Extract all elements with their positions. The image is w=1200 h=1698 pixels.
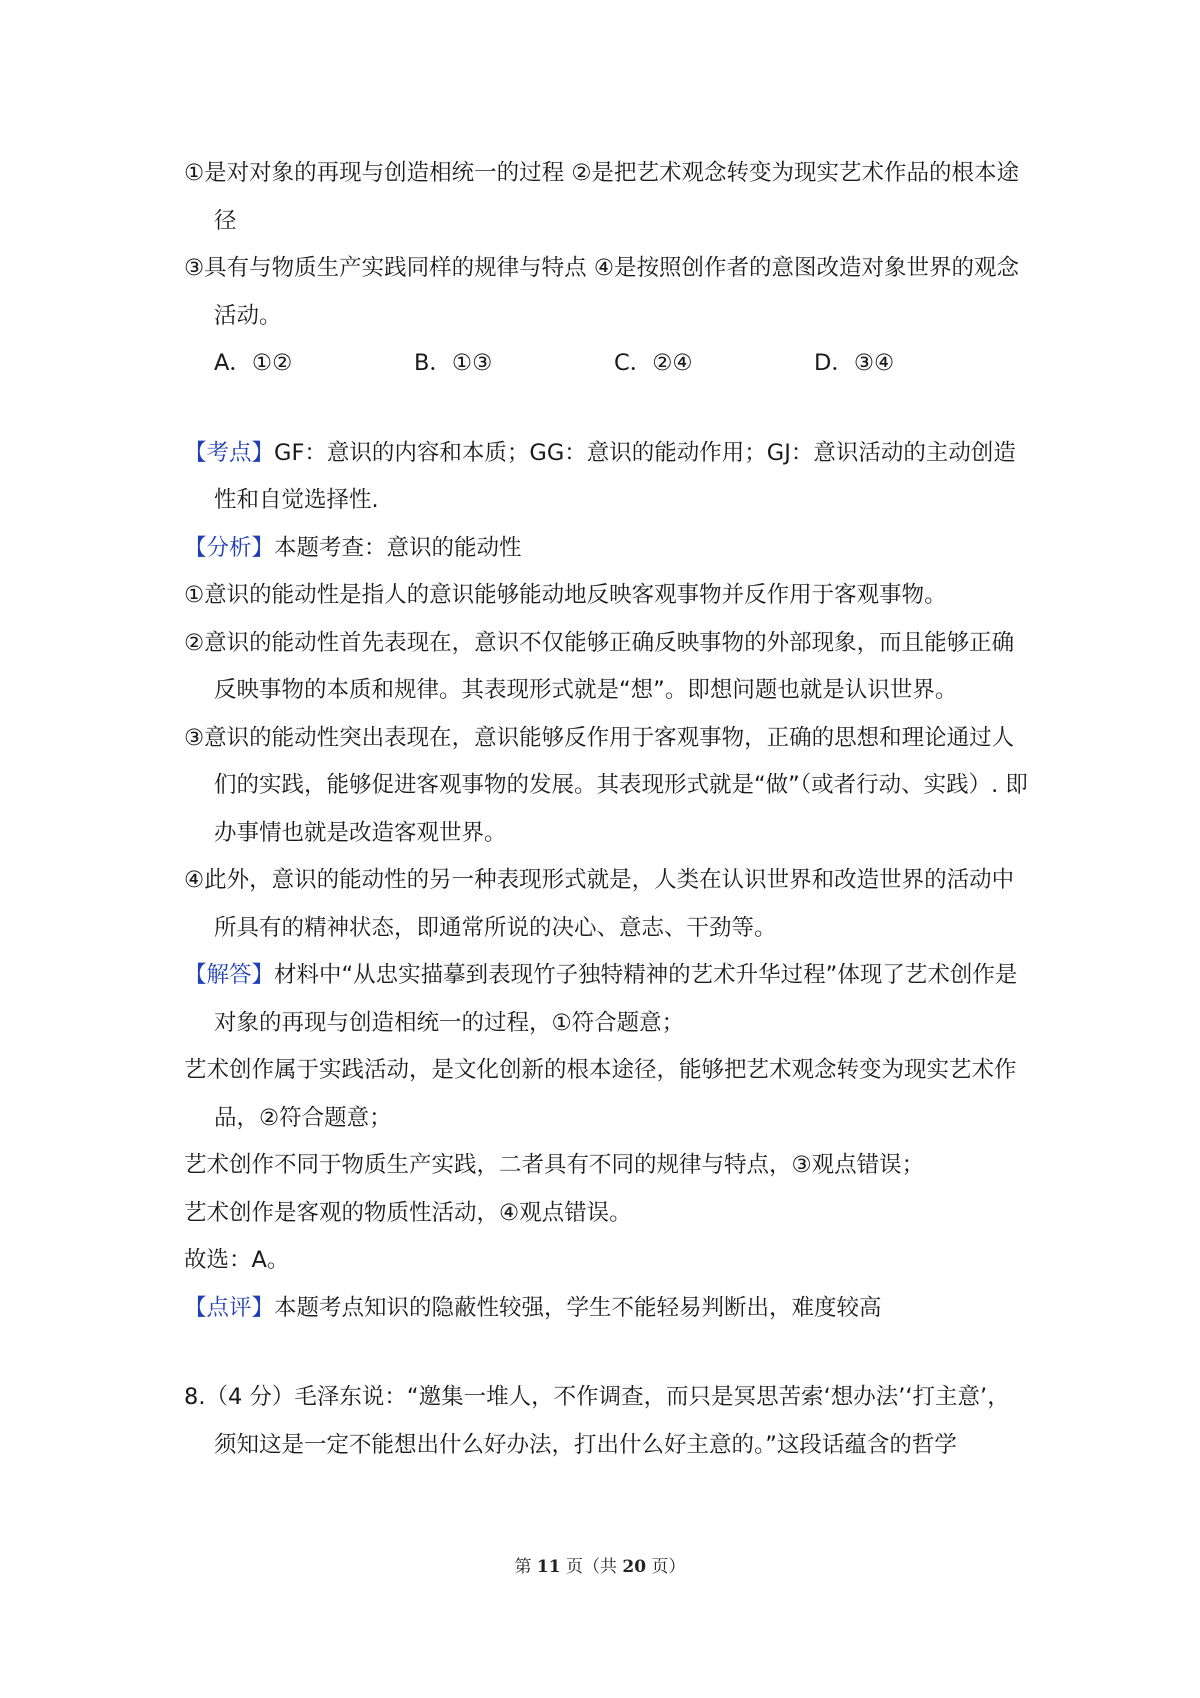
analysis-point-1: ①意识的能动性是指人的意识能够能动地反映客观事物并反作用于客观事物。: [184, 582, 947, 608]
jieda-section: [184, 952, 1029, 1047]
next-question: 8.（4 分）毛泽东说：“邀集一堆人，不作调查，而只是冥思苦索‘想办法’‘打主意’，须知这是一定不能想出什么好办法，打出什么好主意的。”这段话蕴含的哲学: [184, 1384, 1010, 1458]
dianping-text: 本题考点知识的隐蔽性较强，学生不能轻易判断出，难度较高: [274, 1294, 882, 1321]
answer-options: [214, 340, 1029, 388]
fenxi-tag: 【分析】: [184, 534, 275, 561]
jieda-line-1: 艺术创作属于实践活动，是文化创新的根本途径，能够把艺术观念转变为现实艺术作品，②符合题意；: [184, 1057, 1017, 1131]
current-page-number: 11: [536, 1557, 561, 1577]
fenxi-text: 本题考查：意识的能动性: [274, 534, 522, 561]
fenxi-section: [184, 525, 1029, 573]
dianping-section: [184, 1285, 1029, 1333]
analysis-point-3: ③意识的能动性突出表现在，意识能够反作用于客观事物，正确的思想和理论通过人们的实践，能够促进客观事物的发展。其表现形式就是“做”（或者行动、实践）. 即办事情也就是改造客观世界。: [184, 724, 1028, 846]
jieda-line-3: 艺术创作是客观的物质性活动，④观点错误。: [184, 1199, 632, 1226]
page-footer: 第 11 页（共 20 页）: [514, 1557, 686, 1577]
kaodian-tag: 【考点】: [184, 439, 275, 466]
final-answer: 故选：A。: [184, 1247, 290, 1273]
statement-1-2: ①是对对象的再现与创造相统一的过程 ②是把艺术观念转变为现实艺术作品的根本途径: [184, 160, 1019, 234]
analysis-point-2: ②意识的能动性首先表现在，意识不仅能够正确反映事物的外部现象，而且能够正确反映事物的本质和规律。其表现形式就是“想”。即想问题也就是认识世界。: [184, 629, 1015, 703]
jieda-line-2: 艺术创作不同于物质生产实践，二者具有不同的规律与特点，③观点错误；: [184, 1152, 925, 1178]
analysis-point-4: ④此外，意识的能动性的另一种表现形式就是，人类在认识世界和改造世界的活动中所具有的精神状态，即通常所说的决心、意志、干劲等。: [184, 867, 1015, 941]
kaodian-text: GF：意识的内容和本质；GG：意识的能动作用；GJ：意识活动的主动创造性和自觉选择性.: [214, 439, 1016, 513]
jieda-tag: 【解答】: [184, 962, 275, 988]
jieda-text: 材料中“从忠实描摹到表现竹子独特精神的艺术升华过程”体现了艺术创作是对象的再现与创造相统一的过程，①符合题意；: [214, 962, 1018, 1036]
page-content: [184, 150, 1029, 1469]
option-d: D．③④: [814, 350, 895, 376]
total-pages: 20: [622, 1557, 647, 1577]
dianping-tag: 【点评】: [184, 1294, 275, 1321]
option-b: B．①③: [414, 350, 493, 376]
option-a: A．①②: [214, 350, 293, 376]
statement-3-4: ③具有与物质生产实践同样的规律与特点 ④是按照创作者的意图改造对象世界的观念活动。: [184, 255, 1019, 329]
kaodian-section: [184, 430, 1029, 525]
option-c: C．②④: [614, 350, 693, 376]
